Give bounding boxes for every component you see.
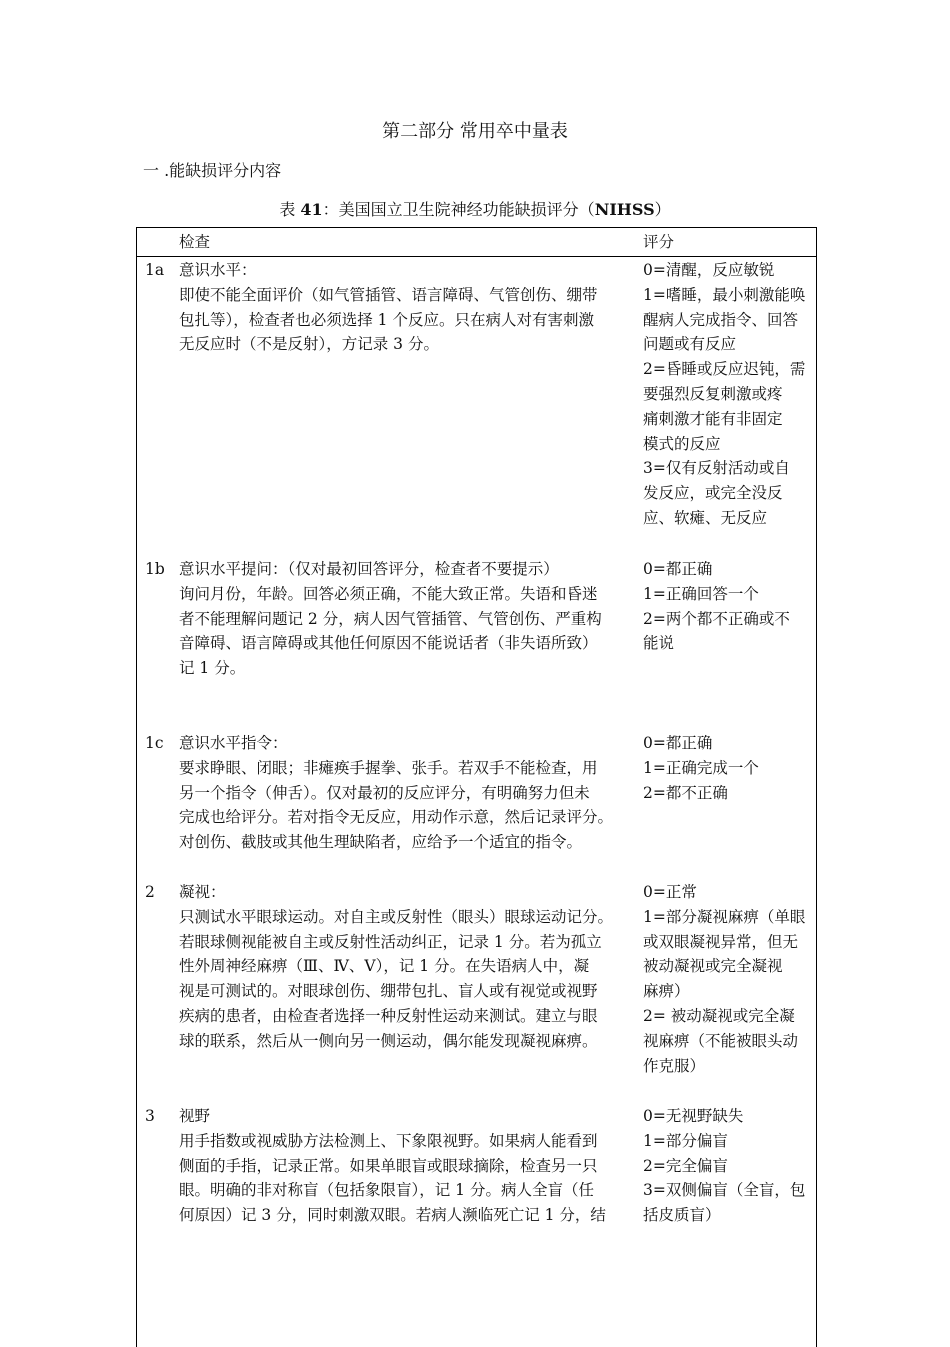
row-body-line: 包扎等），检查者也必须选择 1 个反应。只在病人对有害刺激 [179, 310, 594, 329]
row-body-line: 疾病的患者，由检查者选择一种反射性运动来测试。建立与眼 [179, 1006, 598, 1025]
score-line: 1=正确完成一个 [643, 758, 759, 777]
row-number: 1c [145, 734, 164, 752]
row-number: 1b [145, 560, 165, 578]
row-body-line: 完成也给评分。若对指令无反应，用动作示意，然后记录评分。 [179, 808, 614, 827]
row-check-text [179, 1104, 631, 1228]
score-line: 痛刺激才能有非固定 [643, 409, 783, 428]
score-line: 视麻痹（不能被眼头动 [643, 1031, 799, 1050]
row-body-line: 球的联系，然后从一侧向另一侧运动，偶尔能发现凝视麻痹。 [179, 1031, 598, 1050]
score-line: 1=正确回答一个 [643, 584, 759, 603]
caption-suffix: ） [654, 200, 671, 219]
score-line: 0=都正确 [643, 560, 713, 578]
section-heading: 一 .能缺损评分内容 [143, 161, 282, 180]
row-body-line: 若眼球侧视能被自主或反射性活动纠正，记录 1 分。若为孤立 [179, 932, 602, 951]
row-body-line: 音障碍、语言障碍或其他任何原因不能说话者（非失语所致） [179, 634, 598, 653]
table-caption [0, 198, 950, 222]
row-number: 3 [145, 1107, 155, 1125]
score-line: 1=部分偏盲 [643, 1131, 728, 1150]
row-title: 视野 [179, 1107, 211, 1125]
score-line: 能说 [643, 634, 675, 653]
row-title: 凝视： [179, 883, 226, 901]
row-body-line: 侧面的手指，记录正常。如果单眼盲或眼球摘除，检查另一只 [179, 1156, 598, 1175]
row-body-line: 只测试水平眼球运动。对自主或反射性（眼头）眼球运动记分。 [179, 907, 614, 926]
score-line: 作克服） [643, 1056, 706, 1075]
caption-text: ：美国国立卫生院神经功能缺损评分（ [322, 200, 595, 219]
score-line: 麻痹） [643, 982, 690, 1001]
row-number: 1a [145, 261, 165, 279]
score-line: 2=都不正确 [643, 783, 728, 802]
score-line: 被动凝视或完全凝视 [643, 957, 783, 976]
score-line: 2= 被动凝视或完全凝 [643, 1006, 795, 1025]
row-body-line: 用手指数或视威胁方法检测上、下象限视野。如果病人能看到 [179, 1131, 598, 1150]
score-line: 2=两个都不正确或不 [643, 609, 790, 628]
row-body-line: 要求睁眼、闭眼；非瘫痪手握拳、张手。若双手不能检查，用 [179, 758, 598, 777]
score-line: 括皮质盲） [643, 1206, 721, 1225]
row-body-line: 无反应时（不是反射），方记录 3 分。 [179, 335, 439, 354]
row-score-text [643, 258, 811, 531]
row-body-line: 眼。明确的非对称盲（包括象限盲），记 1 分。病人全盲（任 [179, 1181, 594, 1200]
header-check: 检查 [179, 233, 211, 251]
row-number: 2 [145, 883, 155, 901]
caption-number: 41 [300, 200, 323, 219]
score-line: 或双眼凝视异常，但无 [643, 932, 799, 951]
row-body-line: 询问月份，年龄。回答必须正确，不能大致正常。失语和昏迷 [179, 584, 598, 603]
row-body-line: 性外周神经麻痹（Ⅲ、Ⅳ、Ⅴ），记 1 分。在失语病人中，凝 [179, 957, 590, 976]
row-score-text [643, 731, 811, 805]
row-body-line: 对创伤、截肢或其他生理缺陷者，应给予一个适宜的指令。 [179, 833, 583, 852]
score-line: 1=部分凝视麻痹（单眼 [643, 907, 806, 926]
row-body-line: 即使不能全面评价（如气管插管、语言障碍、气管创伤、绷带 [179, 285, 598, 304]
nihss-table [136, 227, 817, 1347]
row-body-line: 者不能理解问题记 2 分，病人因气管插管、气管创伤、严重构 [179, 609, 602, 628]
score-line: 模式的反应 [643, 434, 721, 453]
row-body-line: 视是可测试的。对眼球创伤、绷带包扎、盲人或有视觉或视野 [179, 982, 598, 1001]
score-line: 3=仅有反射活动或自 [643, 459, 790, 478]
row-score-text [643, 1104, 811, 1228]
score-line: 问题或有反应 [643, 335, 737, 354]
row-check-text [179, 731, 631, 855]
row-check-text [179, 557, 631, 681]
row-check-text [179, 880, 631, 1054]
score-line: 0=清醒，反应敏锐 [643, 261, 775, 279]
row-title: 意识水平提问：（仅对最初回答评分，检查者不要提示） [179, 560, 559, 578]
caption-abbr: NIHSS [594, 200, 655, 219]
row-body-line: 何原因）记 3 分，同时刺激双眼。若病人濒临死亡记 1 分，结 [179, 1206, 606, 1225]
row-title: 意识水平指令： [179, 734, 288, 752]
row-body-line: 记 1 分。 [179, 659, 246, 678]
row-score-text [643, 557, 811, 656]
score-line: 1=嗜睡，最小刺激能唤 [643, 285, 806, 304]
score-line: 发反应，或完全没反 [643, 484, 783, 503]
page-title: 第二部分 常用卒中量表 [382, 121, 568, 142]
score-line: 2=完全偏盲 [643, 1156, 728, 1175]
score-line: 醒病人完成指令、回答 [643, 310, 799, 329]
score-line: 0=都正确 [643, 734, 713, 752]
row-score-text [643, 880, 811, 1078]
header-divider [137, 256, 816, 257]
score-line: 2=昏睡或反应迟钝，需 [643, 360, 806, 379]
score-line: 3=双侧偏盲（全盲，包 [643, 1181, 806, 1200]
caption-prefix: 表 [279, 200, 301, 219]
row-body-line: 另一个指令（伸舌）。仅对最初的反应评分，有明确努力但未 [179, 783, 590, 802]
row-title: 意识水平： [179, 261, 257, 279]
row-check-text [179, 258, 631, 357]
header-score: 评分 [643, 233, 675, 251]
score-line: 0=无视野缺失 [643, 1107, 744, 1125]
score-line: 0=正常 [643, 883, 697, 901]
score-line: 要强烈反复刺激或疼 [643, 384, 783, 403]
score-line: 应、软瘫、无反应 [643, 508, 768, 527]
